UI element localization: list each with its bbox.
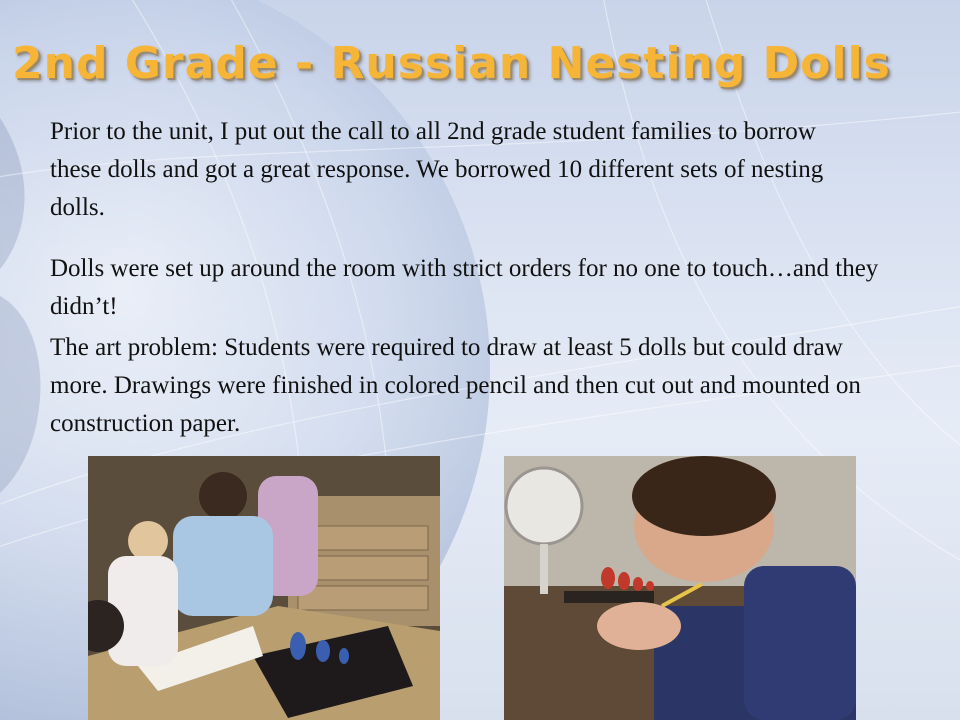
paragraph-borrowed-dolls: Prior to the unit, I put out the call to all 2nd grade student families to borrow these dolls and got a great response. We borrowed 10 different sets of nesting dolls. (50, 118, 824, 221)
student-drawing-photo-icon (504, 456, 856, 720)
paragraph-dolls-setup: Dolls were set up around the room with strict orders for no one to touch…and they didn’t! (50, 255, 879, 320)
slide-title: 2nd Grade - Russian Nesting Dolls (12, 38, 891, 89)
student-drawing-photo (504, 456, 856, 720)
classroom-photo-icon (88, 456, 440, 720)
paragraph-art-problem: The art problem: Students were required to draw at least 5 dolls but could draw more. Drawings were finished in colored pencil and then cut out and mounted on construction paper. (50, 334, 861, 437)
classroom-photo (88, 456, 440, 720)
